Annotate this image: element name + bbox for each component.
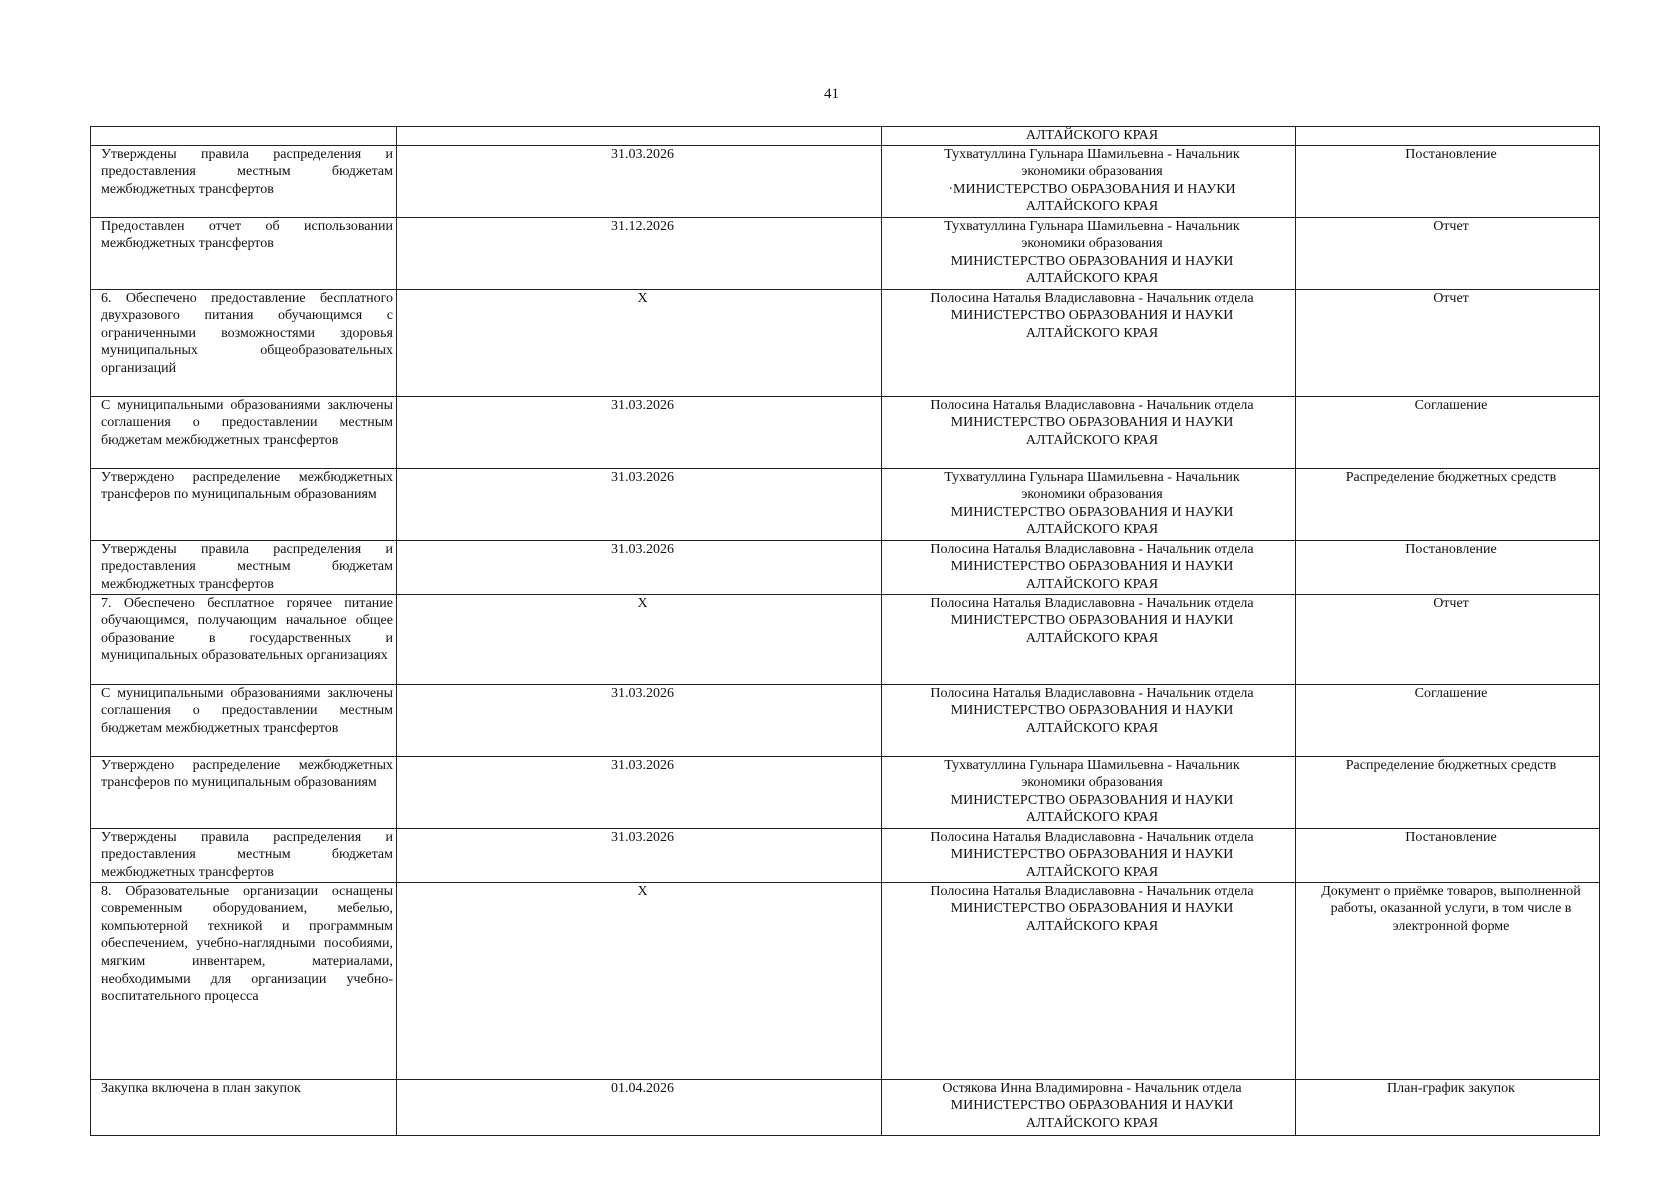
deadline-cell: X (397, 594, 882, 684)
responsible-line: экономики образования (1021, 775, 1163, 791)
responsible-line: АЛТАЙСКОГО КРАЯ (1025, 199, 1159, 215)
event-cell: Предоставлен отчет об использовании межбюджетных трансфертов (91, 217, 397, 289)
document-type-cell: Соглашение (1296, 396, 1600, 468)
event-cell: Утверждено распределение межбюджетных трансферов по муниципальным образованиям (91, 468, 397, 540)
responsible-cell (882, 828, 1296, 882)
responsible-cell (882, 684, 1296, 756)
responsible-line: Полосина Наталья Владиславовна - Начальник отдела (930, 541, 1254, 557)
responsible-cell (882, 882, 1296, 1079)
table-row (91, 217, 1600, 289)
responsible-line: МИНИСТЕРСТВО ОБРАЗОВАНИЯ И НАУКИ (950, 847, 1234, 863)
document-type-cell: Соглашение (1296, 684, 1600, 756)
responsible-line: Полосина Наталья Владиславовна - Начальник отдела (930, 595, 1254, 611)
deadline-cell: 31.03.2026 (397, 828, 882, 882)
responsible-line: Полосина Наталья Владиславовна - Начальник отдела (930, 883, 1254, 899)
responsible-line: АЛТАЙСКОГО КРАЯ (1025, 432, 1159, 448)
responsible-cell (882, 540, 1296, 594)
responsible-cell (882, 289, 1296, 396)
deadline-cell: 31.03.2026 (397, 684, 882, 756)
table-row (91, 145, 1600, 217)
event-cell: Утверждены правила распределения и предоставления местным бюджетам межбюджетных трансфертов (91, 828, 397, 882)
event-cell: С муниципальными образованиями заключены соглашения о предоставлении местным бюджетам межбюджетных трансфертов (91, 684, 397, 756)
responsible-line: экономики образования (1021, 487, 1163, 503)
table-row (91, 289, 1600, 396)
responsible-line: АЛТАЙСКОГО КРАЯ (1025, 271, 1159, 287)
table-row (91, 594, 1600, 684)
event-cell: 7. Обеспечено бесплатное горячее питание обучающимся, получающим начальное общее образование в государственных и муниципальных образовательных организациях (91, 594, 397, 684)
table-row (91, 468, 1600, 540)
deadline-cell (397, 127, 882, 146)
document-type-cell: Отчет (1296, 594, 1600, 684)
responsible-line: Остякова Инна Владимировна - Начальник отдела (942, 1080, 1242, 1096)
deadline-cell: X (397, 289, 882, 396)
responsible-line: АЛТАЙСКОГО КРАЯ (1025, 918, 1159, 934)
plan-table (90, 126, 1600, 1136)
responsible-line: АЛТАЙСКОГО КРАЯ (1025, 864, 1159, 880)
deadline-cell: 31.12.2026 (397, 217, 882, 289)
responsible-line: АЛТАЙСКОГО КРАЯ (1025, 576, 1159, 592)
document-type-cell (1296, 127, 1600, 146)
event-cell: С муниципальными образованиями заключены соглашения о предоставлении местным бюджетам межбюджетных трансфертов (91, 396, 397, 468)
responsible-cell (882, 468, 1296, 540)
responsible-cell (882, 396, 1296, 468)
table-row (91, 396, 1600, 468)
responsible-line: АЛТАЙСКОГО КРАЯ (1025, 522, 1159, 538)
responsible-line: ·МИНИСТЕРСТВО ОБРАЗОВАНИЯ И НАУКИ (948, 181, 1236, 197)
document-type-cell: Постановление (1296, 828, 1600, 882)
event-cell: Утверждены правила распределения и предоставления местным бюджетам межбюджетных трансфертов (91, 540, 397, 594)
event-cell: 8. Образовательные организации оснащены современным оборудованием, мебелью, компьютерной техникой и программным обеспечением, учебно-наглядными пособиями, мягким инвентарем, материалами, необходимыми для организации учебно-воспитательного процесса (91, 882, 397, 1079)
deadline-cell: X (397, 882, 882, 1079)
event-cell: Утверждено распределение межбюджетных трансферов по муниципальным образованиям (91, 756, 397, 828)
table-row (91, 756, 1600, 828)
event-cell: Утверждены правила распределения и предоставления местным бюджетам межбюджетных трансфертов (91, 145, 397, 217)
deadline-cell: 31.03.2026 (397, 468, 882, 540)
page-number: 41 (824, 86, 839, 102)
document-type-cell: Постановление (1296, 540, 1600, 594)
responsible-cell (882, 756, 1296, 828)
responsible-line: Полосина Наталья Владиславовна - Начальник отдела (930, 290, 1254, 306)
responsible-line: МИНИСТЕРСТВО ОБРАЗОВАНИЯ И НАУКИ (950, 613, 1234, 629)
responsible-line: МИНИСТЕРСТВО ОБРАЗОВАНИЯ И НАУКИ (950, 703, 1234, 719)
event-cell (91, 127, 397, 146)
responsible-line: АЛТАЙСКОГО КРАЯ (1025, 630, 1159, 646)
table-row (91, 882, 1600, 1079)
table-row (91, 127, 1600, 146)
deadline-cell: 31.03.2026 (397, 756, 882, 828)
responsible-line: Тухватуллина Гульнара Шамильевна - Начальник (944, 757, 1240, 773)
responsible-line: МИНИСТЕРСТВО ОБРАЗОВАНИЯ И НАУКИ (950, 901, 1234, 917)
document-type-cell: Постановление (1296, 145, 1600, 217)
event-cell: 6. Обеспечено предоставление бесплатного двухразового питания обучающимся с ограниченными возможностями здоровья муниципальных общеобразовательных организаций (91, 289, 397, 396)
responsible-line: экономики образования (1021, 164, 1163, 180)
responsible-line: АЛТАЙСКОГО КРАЯ (1025, 128, 1159, 143)
deadline-cell: 31.03.2026 (397, 396, 882, 468)
plan-table-body (91, 127, 1600, 1136)
responsible-line: МИНИСТЕРСТВО ОБРАЗОВАНИЯ И НАУКИ (950, 308, 1234, 324)
responsible-line: МИНИСТЕРСТВО ОБРАЗОВАНИЯ И НАУКИ (950, 504, 1234, 520)
responsible-line: Тухватуллина Гульнара Шамильевна - Начальник (944, 146, 1240, 162)
responsible-line: АЛТАЙСКОГО КРАЯ (1025, 720, 1159, 736)
responsible-line: АЛТАЙСКОГО КРАЯ (1025, 810, 1159, 826)
responsible-cell (882, 145, 1296, 217)
table-row (91, 684, 1600, 756)
document-type-cell: План-график закупок (1296, 1079, 1600, 1135)
deadline-cell: 01.04.2026 (397, 1079, 882, 1135)
document-type-cell: Документ о приёмке товаров, выполненной работы, оказанной услуги, в том числе в электронной форме (1296, 882, 1600, 1079)
responsible-line: экономики образования (1021, 236, 1163, 252)
responsible-cell (882, 594, 1296, 684)
deadline-cell: 31.03.2026 (397, 145, 882, 217)
responsible-cell (882, 1079, 1296, 1135)
event-cell: Закупка включена в план закупок (91, 1079, 397, 1135)
document-type-cell: Отчет (1296, 217, 1600, 289)
responsible-line: МИНИСТЕРСТВО ОБРАЗОВАНИЯ И НАУКИ (950, 1098, 1234, 1114)
table-row (91, 540, 1600, 594)
responsible-cell (882, 217, 1296, 289)
responsible-line: Полосина Наталья Владиславовна - Начальник отдела (930, 685, 1254, 701)
responsible-cell (882, 127, 1296, 146)
responsible-line: Тухватуллина Гульнара Шамильевна - Начальник (944, 469, 1240, 485)
responsible-line: Тухватуллина Гульнара Шамильевна - Начальник (944, 218, 1240, 234)
responsible-line: МИНИСТЕРСТВО ОБРАЗОВАНИЯ И НАУКИ (950, 792, 1234, 808)
responsible-line: АЛТАЙСКОГО КРАЯ (1025, 1115, 1159, 1131)
document-type-cell: Распределение бюджетных средств (1296, 756, 1600, 828)
responsible-line: АЛТАЙСКОГО КРАЯ (1025, 325, 1159, 341)
responsible-line: МИНИСТЕРСТВО ОБРАЗОВАНИЯ И НАУКИ (950, 253, 1234, 269)
document-type-cell: Распределение бюджетных средств (1296, 468, 1600, 540)
responsible-line: Полосина Наталья Владиславовна - Начальник отдела (930, 829, 1254, 845)
table-row (91, 828, 1600, 882)
deadline-cell: 31.03.2026 (397, 540, 882, 594)
responsible-line: МИНИСТЕРСТВО ОБРАЗОВАНИЯ И НАУКИ (950, 415, 1234, 431)
document-type-cell: Отчет (1296, 289, 1600, 396)
responsible-line: Полосина Наталья Владиславовна - Начальник отдела (930, 397, 1254, 413)
table-row (91, 1079, 1600, 1135)
responsible-line: МИНИСТЕРСТВО ОБРАЗОВАНИЯ И НАУКИ (950, 559, 1234, 575)
